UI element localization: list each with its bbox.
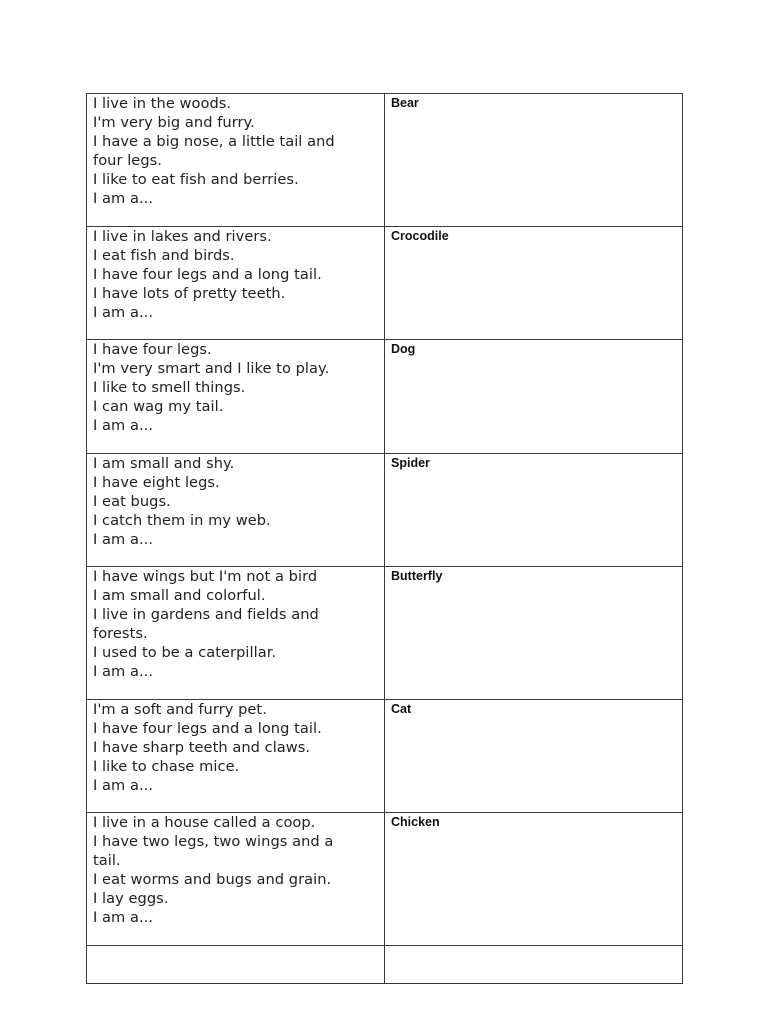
answer-cell (385, 227, 683, 340)
clue-line: I am a... (93, 776, 154, 794)
clue-line: I am a... (93, 662, 154, 680)
clue-line: I have sharp teeth and claws. (93, 738, 311, 756)
clue-line: I have lots of pretty teeth. (93, 284, 286, 302)
answer-text: Butterfly (391, 569, 443, 583)
answer-cell (385, 567, 683, 700)
empty-answer-cell (385, 946, 683, 984)
clue-line: I used to be a caterpillar. (93, 643, 277, 661)
riddle-row-dog (87, 340, 683, 454)
clue-line: I live in lakes and rivers. (93, 228, 272, 245)
answer-text: Spider (391, 456, 430, 470)
clue-line: I like to chase mice. (93, 757, 240, 775)
clue-line: I like to smell things. (93, 378, 246, 396)
clue-line: forests. (93, 624, 148, 642)
clue-line: I am a... (93, 416, 154, 434)
clue-line: I'm a soft and furry pet. (93, 701, 267, 718)
clue-cell (87, 700, 385, 813)
clue-line: I have eight legs. (93, 473, 220, 491)
clue-cell (87, 454, 385, 567)
clue-line: I'm very big and furry. (93, 113, 255, 131)
clue-line: I eat bugs. (93, 492, 171, 510)
clue-line: I am small and shy. (93, 455, 235, 472)
clue-line: I live in a house called a coop. (93, 814, 316, 831)
clue-line: I am a... (93, 908, 154, 926)
clue-line: I live in gardens and fields and (93, 605, 319, 623)
clue-line: I eat fish and birds. (93, 246, 235, 264)
clue-line: I have four legs and a long tail. (93, 719, 322, 737)
clue-line: I am a... (93, 530, 154, 548)
answer-cell (385, 454, 683, 567)
answer-cell (385, 94, 683, 227)
riddle-row-crocodile (87, 227, 683, 340)
clue-line: I have four legs and a long tail. (93, 265, 322, 283)
riddle-row-cat (87, 700, 683, 813)
clue-line: I live in the woods. (93, 95, 232, 112)
riddle-row-bear (87, 94, 683, 227)
answer-text: Crocodile (391, 229, 449, 243)
riddle-row-empty (87, 946, 683, 984)
clue-line: I can wag my tail. (93, 397, 224, 415)
empty-clue-cell (87, 946, 385, 984)
clue-cell (87, 813, 385, 946)
clue-line: I lay eggs. (93, 889, 169, 907)
riddle-row-butterfly (87, 567, 683, 700)
clue-line: I am a... (93, 189, 154, 207)
clue-line: I have wings but I'm not a bird (93, 568, 318, 585)
answer-cell (385, 340, 683, 454)
riddle-row-chicken (87, 813, 683, 946)
clue-cell (87, 567, 385, 700)
clue-line: four legs. (93, 151, 162, 169)
riddle-row-spider (87, 454, 683, 567)
clue-line: I am small and colorful. (93, 586, 266, 604)
clue-line: tail. (93, 851, 121, 869)
clue-line: I am a... (93, 303, 154, 321)
answer-text: Chicken (391, 815, 440, 829)
answer-text: Dog (391, 342, 416, 356)
clue-cell (87, 94, 385, 227)
clue-cell (87, 227, 385, 340)
riddle-table (86, 93, 683, 984)
clue-cell (87, 340, 385, 454)
clue-line: I have two legs, two wings and a (93, 832, 334, 850)
clue-line: I have four legs. (93, 341, 212, 358)
clue-line: I catch them in my web. (93, 511, 271, 529)
answer-text: Cat (391, 702, 412, 716)
answer-cell (385, 813, 683, 946)
clue-line: I eat worms and bugs and grain. (93, 870, 332, 888)
answer-cell (385, 700, 683, 813)
answer-text: Bear (391, 96, 419, 110)
clue-line: I have a big nose, a little tail and (93, 132, 335, 150)
clue-line: I'm very smart and I like to play. (93, 359, 330, 377)
clue-line: I like to eat fish and berries. (93, 170, 299, 188)
